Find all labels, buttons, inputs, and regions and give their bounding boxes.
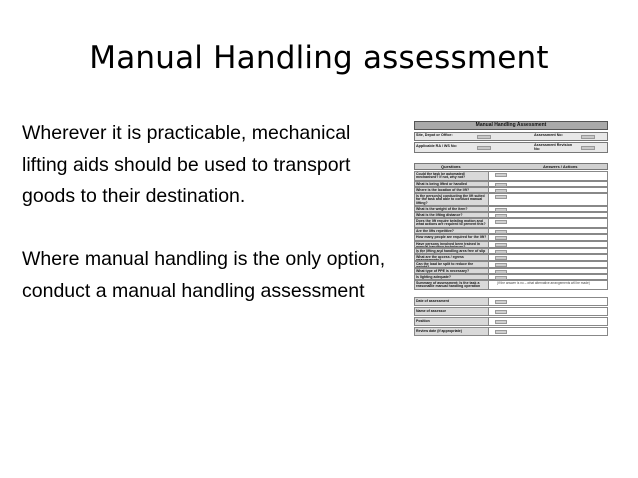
answer-box: [495, 195, 507, 199]
form-question-row: [414, 193, 608, 206]
form-footer-label: Review date (if appropriate): [415, 328, 489, 335]
form-question-text: What type of PPE is necessary?: [415, 269, 489, 273]
answers-header: Answers / Actions: [543, 164, 578, 170]
form-question-row: [414, 280, 608, 290]
paragraph-manual-assessment: Where manual handling is the only option, conduct a manual handling assessment: [22, 248, 386, 302]
answer-box: [495, 236, 507, 240]
form-question-row: [414, 171, 608, 181]
body-text: [22, 118, 392, 307]
form-title: Manual Handling Assessment: [414, 121, 608, 130]
answer-box: [495, 263, 507, 267]
form-question-text: What is the lifting distance?: [415, 213, 489, 217]
site-label: Site, Depot or Office:: [416, 133, 453, 137]
footer-value-box: [495, 310, 507, 314]
questions-header: Questions: [441, 164, 461, 170]
form-question-text: Is the person(s) conducting the lift suited for the task and able to conduct manual lifting?: [415, 194, 489, 205]
summary-note: (if the answer is no – what alternative arrangements will be made): [497, 280, 590, 285]
form-footer-label: Name of assessor: [415, 308, 489, 315]
revision-no-box: [581, 146, 595, 150]
form-question-text: How many people are required for the lift?: [415, 235, 489, 240]
assessment-no-label: Assessment No:: [534, 133, 563, 137]
answer-box: [495, 256, 507, 260]
form-header-row-ra: [414, 142, 608, 153]
form-question-row: [414, 234, 608, 241]
form-footer-row: [414, 327, 608, 336]
form-footer-label: Date of assessment: [415, 298, 489, 305]
form-question-text: Does the lift require twisting motion and what actions are required to prevent this?: [415, 219, 489, 227]
form-question-text: Can the load be split to reduce the: [415, 262, 489, 267]
form-footer-label: Position: [415, 318, 489, 325]
answer-box: [495, 243, 507, 247]
assessment-form-image: [414, 121, 608, 414]
form-footer-row: [414, 297, 608, 306]
form-footer-row: [414, 317, 608, 326]
form-question-text: Where is the location of the lift?: [415, 188, 489, 192]
form-question-row: [414, 218, 608, 228]
slide-title: Manual Handling assessment: [89, 40, 549, 76]
paragraph-mechanical-aids: Wherever it is practicable, mechanical lifting aids should be used to transport goods to their destination.: [22, 122, 351, 207]
form-question-text: What are the access / egress: [415, 255, 489, 260]
form-column-header: [414, 163, 608, 170]
form-question-text: Is lighting adequate?: [415, 275, 489, 279]
form-question-text: What is the weight of the item?: [415, 207, 489, 211]
form-question-text: Could the task be automated/ mechanised? If not, why not?: [415, 172, 489, 180]
footer-value-box: [495, 300, 507, 304]
footer-value-box: [495, 320, 507, 324]
form-footer-row: [414, 307, 608, 316]
answer-box: [495, 173, 507, 177]
form-question-text: Summary of assessment: Is the task a reasonable manual handling operation: [415, 281, 489, 289]
applicable-label: Applicable RA / WS No:: [416, 144, 458, 148]
answer-box: [495, 220, 507, 224]
revision-no-label: Assessment Revision No:: [534, 143, 573, 151]
site-value-box: [477, 135, 491, 139]
form-question-row: [414, 241, 608, 248]
footer-value-box: [495, 330, 507, 334]
form-header-row-site: [414, 132, 608, 141]
form-question-text: Have persons involved been trained in: [415, 242, 489, 247]
form-question-text: Is the lifting and handling area free of slip: [415, 249, 489, 253]
applicable-value-box: [477, 146, 491, 150]
assessment-no-box: [581, 135, 595, 139]
form-question-row: [414, 254, 608, 261]
form-question-text: What is being lifted or handled: [415, 182, 489, 186]
form-question-text: Are the lifts repetitive?: [415, 229, 489, 233]
form-question-row: [414, 261, 608, 268]
